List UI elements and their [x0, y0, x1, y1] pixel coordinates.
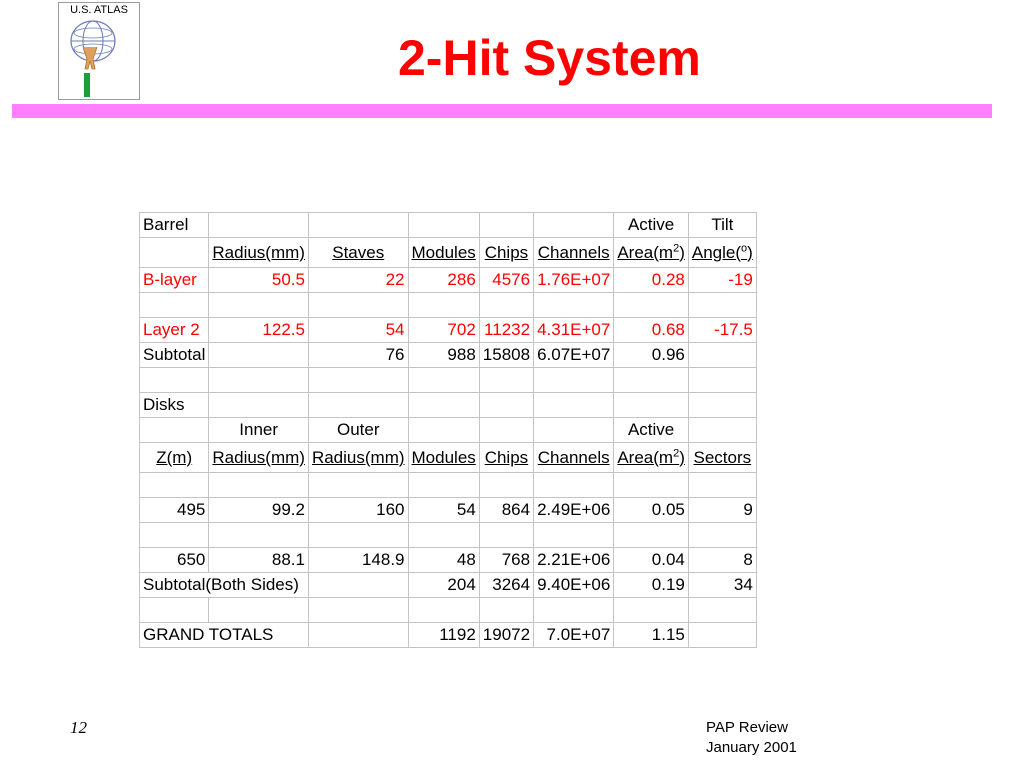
table-row: Subtotal 76 988 15808 6.07E+07 0.96	[140, 343, 757, 368]
page-title: 2-Hit System	[398, 30, 701, 86]
col-header: Chips	[484, 448, 529, 467]
col-header: Staves	[332, 243, 385, 262]
pixel-table	[139, 212, 757, 648]
table-row: Layer 2 122.5 54 702 11232 4.31E+07 0.68 -17.5	[140, 318, 757, 343]
col-header: Channels	[537, 243, 610, 262]
col-header: Radius(mm)	[212, 448, 305, 467]
logo-text: U.S. ATLAS	[70, 4, 128, 16]
col-header: $Area(m^2)$	[617, 242, 685, 262]
col-header: Angle($^o$)	[691, 242, 753, 262]
col-header: $Area(m^2)$	[617, 447, 685, 467]
table-row	[140, 368, 757, 393]
title-divider	[12, 104, 992, 118]
col-header: Radius(mm)	[212, 243, 305, 262]
table-row: Barrel Active Tilt	[140, 213, 757, 238]
table-row	[140, 293, 757, 318]
col-header: Radius(mm)	[311, 448, 405, 467]
table-row: Subtotal(Both Sides) 204 3264 9.40E+06 0.19 34	[140, 573, 757, 598]
footer-line-2: January 2001	[706, 739, 797, 756]
page-number: 12	[70, 718, 87, 737]
col-header: Sectors	[693, 448, 752, 467]
table-row: 495 99.2 160 54 864 2.49E+06 0.05 9	[140, 498, 757, 523]
col-header: Z(m)	[156, 448, 193, 467]
table-row	[140, 238, 757, 268]
barrel-section-label: Barrel	[140, 213, 209, 238]
table-row	[140, 393, 757, 418]
atlas-logo	[58, 2, 140, 100]
table-row	[140, 598, 757, 623]
footer-line-1: PAP Review	[706, 719, 788, 736]
table-row	[140, 523, 757, 548]
table-row: B-layer 50.5 22 286 4576 1.76E+07 0.28 -19	[140, 268, 757, 293]
col-header: Modules	[411, 243, 476, 262]
footer-note	[706, 718, 797, 758]
col-header: Channels	[537, 448, 610, 467]
table-row: GRAND TOTALS 1192 19072 7.0E+07 1.15	[140, 623, 757, 648]
table-row	[140, 473, 757, 498]
table-row: Inner Outer Active	[140, 418, 757, 443]
disks-section-label: Disks	[140, 393, 209, 418]
table-row	[140, 443, 757, 473]
col-header: Chips	[484, 243, 529, 262]
atlas-figure-globe-icon	[59, 17, 139, 99]
col-header: Modules	[411, 448, 476, 467]
table-row: 650 88.1 148.9 48 768 2.21E+06 0.04 8	[140, 548, 757, 573]
